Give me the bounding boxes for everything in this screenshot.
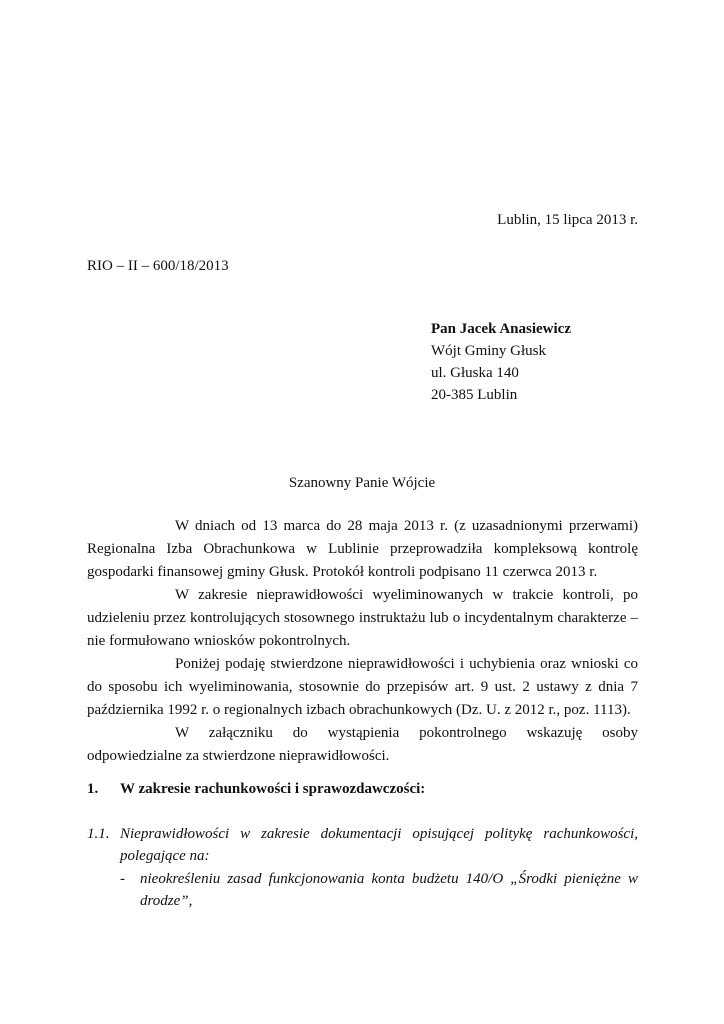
- section-heading: [87, 781, 425, 798]
- letter-body: [87, 515, 638, 768]
- subsection-text: Nieprawidłowości w zakresie dokumentacji opisującej politykę rachunkowości, polegające na:: [120, 826, 638, 864]
- paragraph-2: W zakresie nieprawidłowości wyeliminowanych w trakcie kontroli, po udzieleniu przez kontrolujących stosownego instruktażu lub o incydentalnym charakterze – nie formułowano wniosków pokontrolnych.: [87, 587, 638, 649]
- recipient-city: 20-385 Lublin: [431, 387, 518, 403]
- recipient-street: ul. Głuska 140: [431, 365, 519, 381]
- recipient-address: [431, 318, 571, 406]
- subsection: [87, 823, 638, 912]
- paragraph-3: Poniżej podaję stwierdzone nieprawidłowości i uchybienia oraz wnioski co do sposobu ich wyeliminowania, stosownie do przepisów art. 9 ust. 2 ustawy z dnia 7 października 1992 r. o regionalnych izbach obrachunkowych (Dz. U. z 2012 r., poz. 1113).: [87, 656, 638, 718]
- bullet-dash: -: [120, 871, 125, 887]
- reference-number: RIO – II – 600/18/2013: [87, 258, 229, 274]
- recipient-title: Wójt Gminy Głusk: [431, 343, 546, 359]
- recipient-name: Pan Jacek Anasiewicz: [431, 321, 571, 337]
- section-number: 1.: [87, 781, 99, 797]
- paragraph-4: W załączniku do wystąpienia pokontrolnego wskazuję osoby odpowiedzialne za stwierdzone nieprawidłowości.: [87, 725, 638, 764]
- letter-date: Lublin, 15 lipca 2013 r.: [497, 212, 638, 228]
- section-title: W zakresie rachunkowości i sprawozdawczości:: [120, 781, 426, 797]
- greeting: Szanowny Panie Wójcie: [288, 475, 436, 491]
- paragraph-1: W dniach od 13 marca do 28 maja 2013 r. (z uzasadnionymi przerwami) Regionalna Izba Obrachunkowa w Lublinie przeprowadziła kompleksową kontrolę gospodarki finansowej gminy Głusk. Protokół kontroli podpisano 11 czerwca 2013 r.: [87, 518, 638, 580]
- bullet-text: nieokreśleniu zasad funkcjonowania konta budżetu 140/O „Środki pieniężne w drodze”,: [140, 871, 638, 909]
- subsection-number: 1.1.: [87, 826, 110, 842]
- list-item: [120, 868, 638, 912]
